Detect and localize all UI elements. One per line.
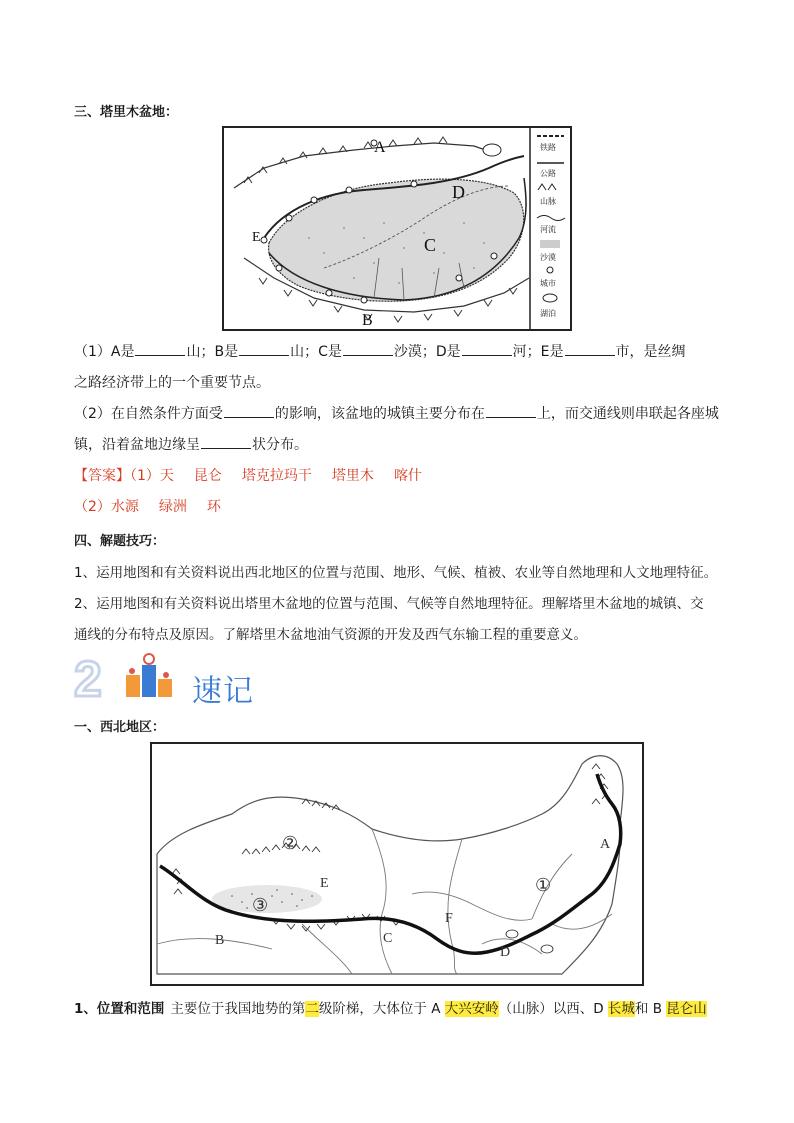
question-1-line-1 (74, 341, 686, 361)
highlight-ladder: 二 (305, 1001, 319, 1017)
tarim-label-b: B (362, 312, 373, 329)
answer-line-2 (74, 496, 221, 516)
highlight-great-wall: 长城 (607, 1001, 635, 1017)
tarim-basin-map (222, 126, 572, 331)
point-1-line (74, 997, 707, 1017)
northwest-map-svg (152, 744, 642, 984)
blank-d[interactable] (462, 343, 512, 356)
answer-1d: 塔里木 (331, 468, 374, 484)
section-number-icon (72, 652, 120, 702)
legend-highway: 公路 (540, 169, 556, 178)
q1-prefix: （1）A是 (74, 344, 135, 360)
tarim-label-a: A (374, 139, 386, 156)
blank-e[interactable] (565, 343, 615, 356)
answer-1c: 塔克拉玛干 (241, 468, 312, 484)
section-number: 2 (74, 652, 102, 702)
question-1-line-2: 之路经济带上的一个重要节点。 (74, 375, 270, 391)
blank-shape[interactable] (201, 436, 251, 449)
q1-part-4: 河；E是 (512, 344, 564, 360)
answer-1b: 昆仑 (193, 468, 222, 484)
point-1-label: 1、位置和范围 (74, 1001, 165, 1017)
nw-label-2: ② (282, 833, 299, 853)
nw-label-b: B (215, 933, 225, 948)
q2-prefix: （2）在自然条件方面受 (74, 406, 223, 422)
q2-line2b: 状分布。 (252, 437, 308, 453)
blank-b[interactable] (239, 343, 289, 356)
legend-desert: 沙漠 (540, 253, 556, 262)
section-title-northwest: 一、西北地区： (74, 720, 166, 735)
northwest-map (150, 742, 644, 986)
question-2-line-1 (74, 403, 719, 423)
suji-title: 速记 (192, 674, 254, 709)
tarim-label-c: C (424, 235, 437, 255)
point-1-text-4: 和 B (634, 1001, 667, 1017)
answer-label: 【答案】 (74, 468, 130, 484)
tips-item-2a: 2、运用地图和有关资料说出塔里木盆地的位置与范围、气候等自然地理特征。理解塔里木盆地的城镇、交 (74, 596, 704, 612)
highlight-daxinganling: 大兴安岭 (444, 1001, 499, 1017)
section-title-tips: 四、解题技巧： (74, 534, 166, 549)
legend-railway: 铁路 (540, 143, 556, 152)
tarim-map-svg (224, 128, 570, 329)
nw-label-3: ③ (252, 895, 269, 915)
tips-item-1: 1、运用地图和有关资料说出西北地区的位置与范围、地形、气候、植被、农业等自然地理和人文地理特征。 (74, 565, 718, 581)
q2-line2a: 镇，沿着盆地边缘呈 (74, 437, 200, 453)
legend-river: 河流 (540, 225, 556, 234)
legend-lake: 湖泊 (540, 309, 556, 318)
answer-2a: （2）水源 (74, 499, 139, 515)
tarim-label-e: E (252, 230, 261, 245)
question-2-line-2 (74, 434, 308, 454)
answer-1a: （1）天 (130, 468, 174, 484)
q1-part-3: 沙漠；D是 (393, 344, 461, 360)
q1-part-5: 市，是丝绸 (615, 344, 686, 360)
answer-line-1 (74, 465, 422, 485)
blank-condition[interactable] (224, 405, 274, 418)
q2-part-2: 上，而交通线则串联起各座城 (536, 406, 719, 422)
tips-item-2b: 通线的分布特点及原因。了解塔里木盆地油气资源的开发及西气东输工程的重要意义。 (74, 627, 587, 643)
section-title-tarim: 三、塔里木盆地： (74, 105, 179, 120)
blank-c[interactable] (343, 343, 393, 356)
nw-label-d: D (500, 945, 511, 960)
blank-a[interactable] (135, 343, 185, 356)
point-1-text-1: 主要位于我国地势的第 (170, 1001, 306, 1017)
nw-label-a: A (600, 837, 611, 852)
nw-label-1: ① (535, 875, 552, 895)
nw-label-f: F (445, 911, 453, 926)
tarim-label-d: D (452, 182, 465, 202)
blank-location[interactable] (486, 405, 536, 418)
nw-label-c: C (383, 931, 393, 946)
nw-label-e: E (320, 876, 329, 891)
podium-icon (124, 653, 176, 699)
answer-1e: 喀什 (393, 468, 422, 484)
answer-2c: 环 (206, 499, 221, 515)
q1-part-1: 山；B是 (186, 344, 239, 360)
point-1-text-3: （山脉）以西、D (498, 1001, 608, 1017)
legend-mountain: 山脉 (540, 197, 556, 206)
q2-part-1: 的影响，该盆地的城镇主要分布在 (274, 406, 485, 422)
point-1-text-2: 级阶梯，大体位于 A (318, 1001, 445, 1017)
highlight-kunlun: 昆仑山 (666, 1001, 707, 1017)
answer-2b: 绿洲 (158, 499, 187, 515)
legend-city: 城市 (540, 279, 556, 288)
q1-part-2: 山；C是 (290, 344, 342, 360)
